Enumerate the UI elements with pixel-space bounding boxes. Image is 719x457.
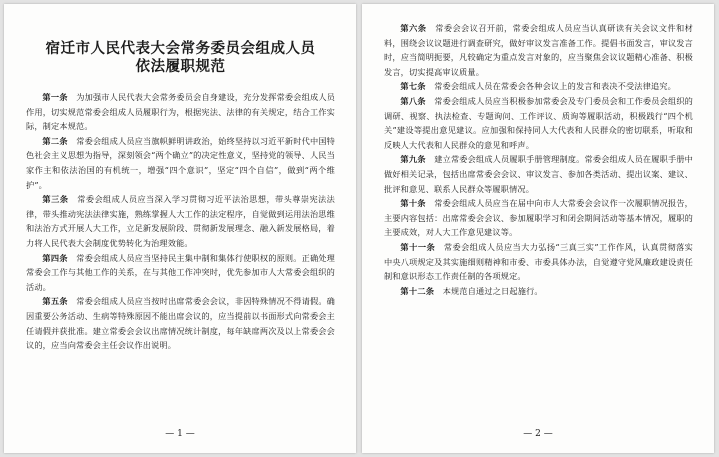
article-label: 第六条: [400, 23, 427, 33]
article-label: 第七条: [400, 81, 426, 92]
article-text: 常委会组成人员应当深入学习贯彻习近平法治思想，带头尊崇宪法法律，带头推动宪法法律实施，熟练掌握人大工作的法定程序，自觉做到运用法治思维和法治方式开展人大工作，立足新发展阶段、贯彻新发展理念、融入新发展格局，着力将人民代表大会制度优势转化为治理效能。: [26, 194, 335, 248]
article-label: 第四条: [42, 252, 68, 263]
article-8: [384, 94, 693, 152]
article-text: 常委会组成人员在常委会各种会议上的发言和表决不受法律追究。: [434, 81, 676, 92]
article-text: 本规范自通过之日起施行。: [442, 285, 543, 296]
article-text: 常委会会议召开前，常委会组成人员应当认真研读有关会议文件和材料，围绕会议议题进行调查研究，做好审议发言准备工作。提倡书面发言，审议发言时，应当简明扼要，凡较确定为重点发言对象的，应当聚焦会议议题精心准备、积极发言，切实提高审议质量。: [384, 23, 693, 77]
article-text: 常委会组成人员应当大力弘扬“三真三实”工作作风，认真贯彻落实中央八项规定及其实施细则精神和市委、市委具体办法，自觉遵守党风廉政建设责任制和意识形态工作责任制的各项规定。: [384, 241, 694, 282]
page-number: — 2 —: [523, 429, 553, 439]
title-line-2: 依法履职规范: [135, 58, 226, 75]
article-text: 常委会组成人员应当积极参加常委会及专门委员会和工作委员会组织的调研、视察、执法检查、专题询问、工作评议、质询等履职活动，积极践行“四个机关”建设等提出意见建议。应加强和保持同人大代表和人民群众的密切联系，听取和反映人大代表和人民群众的意见和呼声。: [384, 95, 694, 150]
article-text: 常委会组成人员应当在届中向市人大常委会会议作一次履职情况报告，主要内容包括：出席常委会会议、参加履职学习和闭会期间活动等基本情况，履职的主要成效，对人大工作意见建议等。: [384, 198, 694, 238]
article-10: [384, 196, 693, 240]
article-label: 第三条: [42, 194, 69, 205]
document-title: [26, 40, 335, 76]
article-5: [26, 294, 335, 352]
document-page-1: [4, 4, 356, 453]
article-label: 第十一条: [400, 241, 436, 252]
title-line-1: 宿迁市人民代表大会常务委员会组成人员: [45, 40, 316, 57]
document-page-2: [362, 4, 714, 453]
article-label: 第十二条: [400, 285, 435, 296]
article-label: 第八条: [400, 95, 426, 106]
article-label: 第一条: [42, 92, 68, 102]
article-12: [384, 284, 693, 299]
article-label: 第二条: [42, 135, 68, 146]
article-9: [384, 152, 693, 196]
article-text: 常委会组成人员应当坚持民主集中制和集体行使职权的原则。正确处理常委会工作与其他工作的关系，在与其他工作冲突时，优先参加市人大常委会组织的活动。: [26, 252, 336, 292]
article-4: [26, 251, 335, 295]
article-label: 第十条: [400, 198, 426, 209]
article-1: [26, 90, 335, 134]
article-text: 建立常委会组成人员履职手册管理制度。常委会组成人员在履职手册中做好相关记录，包括出席常委会会议、审议发言、参加各类活动、提出议案、建议、批评和意见、联系人民群众等履职情况。: [384, 154, 694, 194]
article-2: [26, 134, 335, 192]
article-list-left: [26, 90, 335, 353]
article-text: 常委会组成人员应当按时出席常委会会议，非因特殊情况不得请假。确因重要公务活动、生病等特殊原因不能出席会议的，应当提前以书面形式向常委会主任请假并获批准。建立常委会会议出席情况统计制度，每年缺席两次及以上常委会会议的，应当向常委会主任会议作出说明。: [26, 296, 336, 351]
article-label: 第五条: [42, 296, 68, 307]
article-list-right: [384, 21, 693, 298]
article-label: 第九条: [400, 154, 426, 165]
article-11: [384, 240, 693, 284]
article-6: [384, 21, 693, 79]
article-text: 常委会组成人员应当旗帜鲜明讲政治，始终坚持以习近平新时代中国特色社会主义思想为指导，深刻领会“两个确立”的决定性意义，坚持党的领导、人民当家作主和依法治国的有机统一，增强“四个意识”，坚定“四个自信”，做到“两个维护”。: [26, 135, 336, 190]
article-text: 为加强市人民代表大会常务委员会自身建设，充分发挥常委会组成人员作用，切实规范常委会组成人员履职行为，根据宪法、法律的有关规定，结合工作实际，制定本规范。: [26, 92, 336, 132]
page-number: — 1 —: [165, 429, 195, 439]
article-7: [384, 79, 693, 94]
article-3: [26, 192, 335, 250]
